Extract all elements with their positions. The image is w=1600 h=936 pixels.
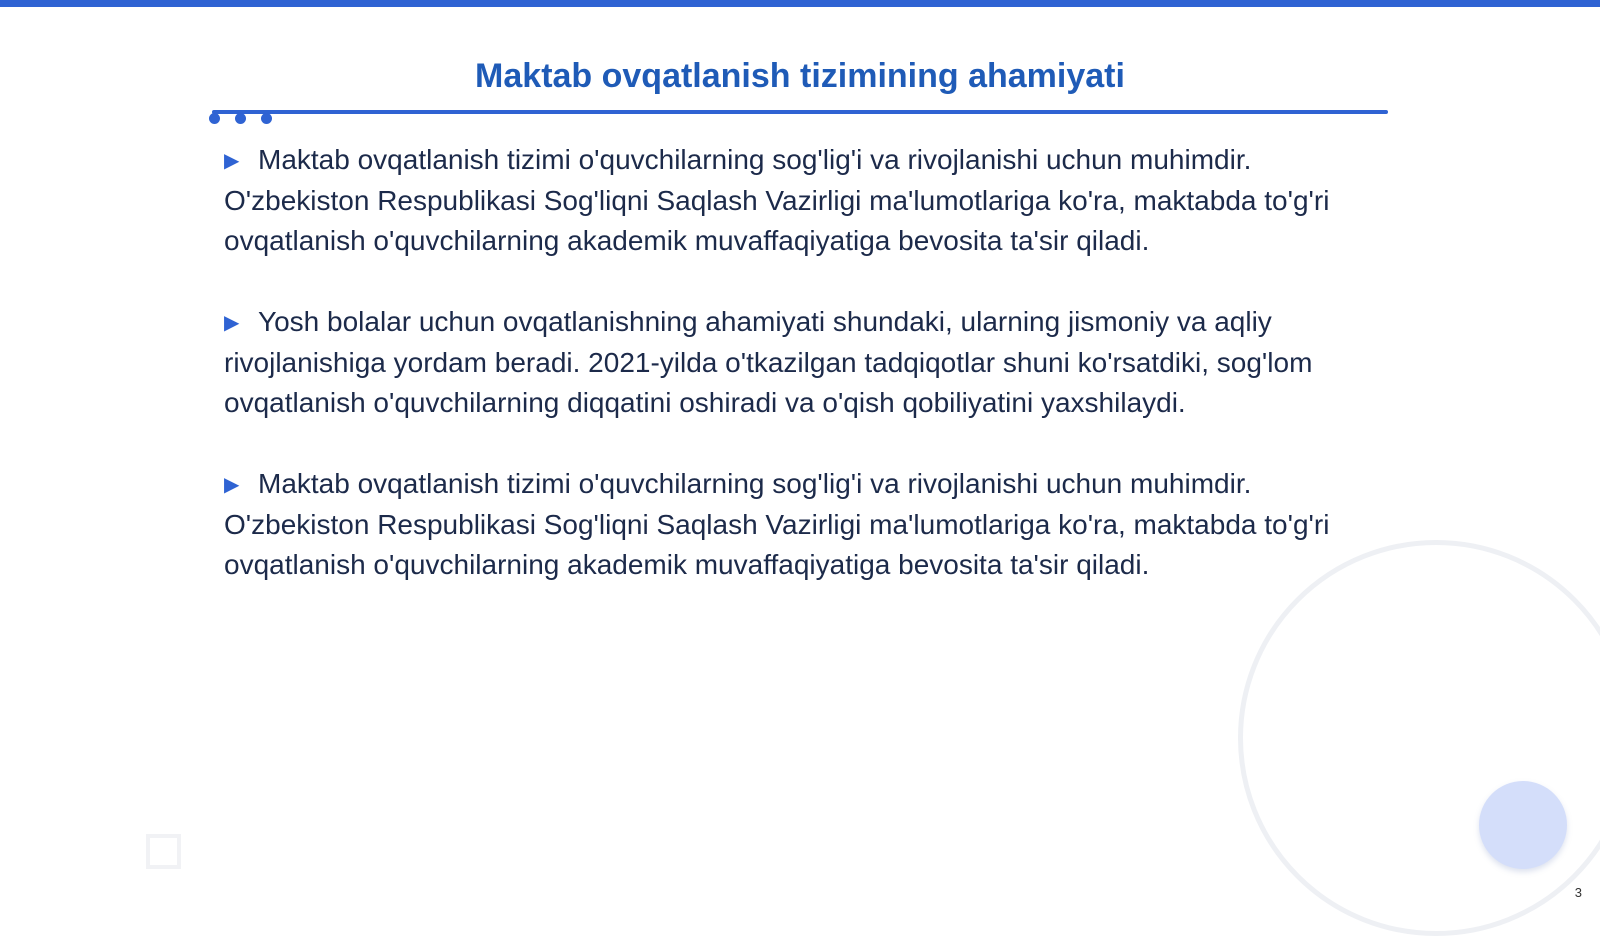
top-accent-bar xyxy=(0,0,1600,7)
bullet-text: Maktab ovqatlanish tizimi o'quvchilarning sog'lig'i va rivojlanishi uchun muhimdir. O'zbekiston Respublikasi Sog'liqni Saqlash Vazirligi ma'lumotlariga ko'ra, maktabda to'g'ri ovqatlanish o'quvchilarning akademik muvaffaqiyatiga bevosita ta'sir qiladi. xyxy=(224,468,1330,580)
triangle-bullet-icon: ▶ xyxy=(224,150,240,172)
bullet-item xyxy=(224,464,1374,585)
title-underline xyxy=(212,110,1388,114)
decor-dot xyxy=(235,113,246,124)
bullet-text: Yosh bolalar uchun ovqatlanishning ahamiyati shundaki, ularning jismoniy va aqliy rivojlanishiga yordam beradi. 2021-yilda o'tkazilgan tadqiqotlar shuni ko'rsatdiki, sog'lom ovqatlanish o'quvchilarning diqqatini oshiradi va o'qish qobiliyatini yaxshilaydi. xyxy=(224,306,1313,418)
triangle-bullet-icon: ▶ xyxy=(224,474,240,496)
bullet-item xyxy=(224,140,1374,261)
decor-circle-filled xyxy=(1479,781,1567,869)
decor-dot xyxy=(261,113,272,124)
bullet-list xyxy=(224,140,1374,626)
decor-square xyxy=(146,834,181,869)
decor-dot xyxy=(209,113,220,124)
slide-title: Maktab ovqatlanish tizimining ahamiyati xyxy=(475,57,1125,95)
triangle-bullet-icon: ▶ xyxy=(224,312,240,334)
bullet-item xyxy=(224,302,1374,423)
page-number: 3 xyxy=(1574,885,1582,900)
bullet-text: Maktab ovqatlanish tizimi o'quvchilarning sog'lig'i va rivojlanishi uchun muhimdir. O'zbekiston Respublikasi Sog'liqni Saqlash Vazirligi ma'lumotlariga ko'ra, maktabda to'g'ri ovqatlanish o'quvchilarning akademik muvaffaqiyatiga bevosita ta'sir qiladi. xyxy=(224,144,1330,256)
